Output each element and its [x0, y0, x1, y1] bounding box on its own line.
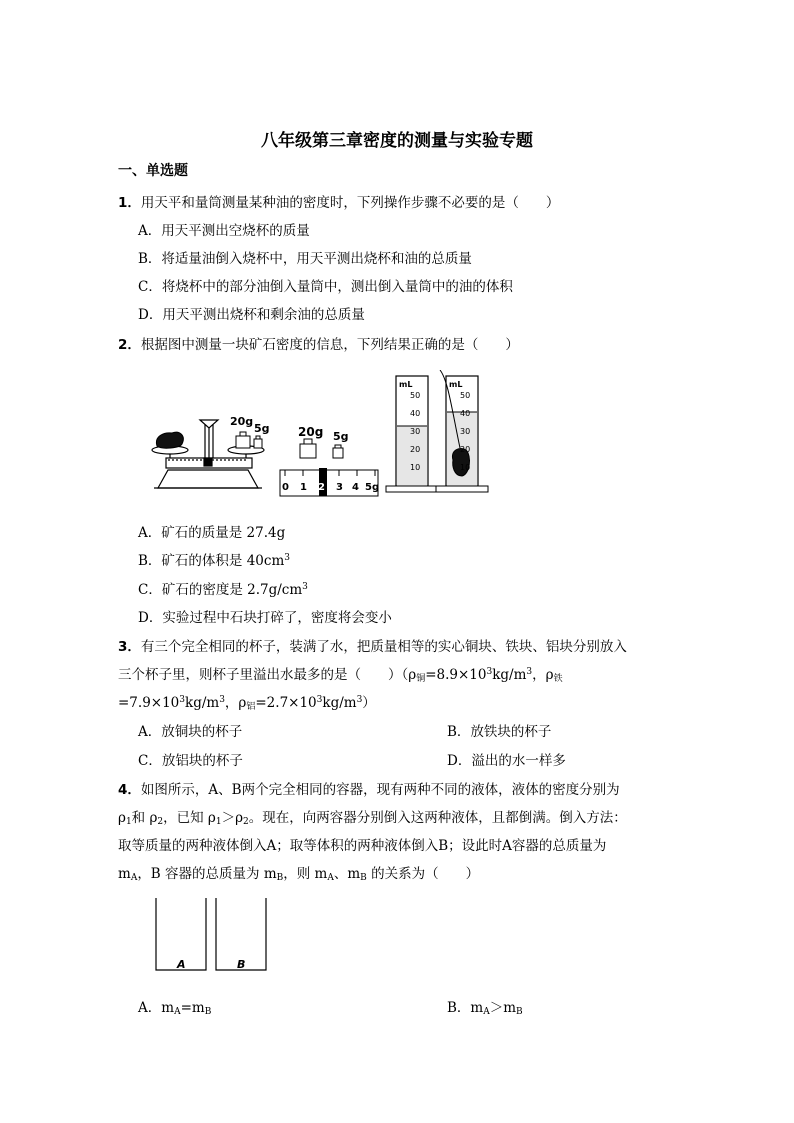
text: ，ρ: [532, 667, 554, 683]
question-text: 用天平和量筒测量某种油的密度时，下列操作步骤不必要的是（ ）: [140, 195, 560, 211]
q3-option-c: C．放铝块的杯子: [138, 753, 243, 769]
text: 的关系为（ ）: [366, 866, 480, 882]
cyl2-tick-10: 10: [460, 463, 471, 472]
subscript: 1: [215, 817, 222, 827]
q2-option-b-text: B．矿石的体积是 40cm: [138, 553, 285, 569]
q2-option-c-text: C．矿石的密度是 2.7g/cm: [138, 582, 303, 598]
text: =8.9×10: [425, 667, 487, 683]
superscript: 3: [486, 667, 493, 677]
ruler-tick-3: 3: [336, 482, 343, 493]
subscript: B: [516, 1007, 523, 1017]
superscript: 3: [526, 667, 533, 677]
cyl1-tick-50: 50: [410, 391, 421, 400]
question-3-line-3: [118, 691, 376, 712]
text: ）: [362, 695, 376, 711]
question-4-line-2: [118, 806, 627, 827]
subscript: A: [483, 1007, 490, 1017]
subscript: 2: [243, 817, 249, 827]
question-text: 如图所示，A、B两个完全相同的容器，现有两种不同的液体，液体的密度分别为: [140, 782, 620, 798]
q1-option-b: B．将适量油倒入烧杯中，用天平测出烧杯和油的总质量: [138, 251, 472, 267]
subscript: B: [276, 873, 284, 883]
q2-option-c: [138, 578, 308, 598]
text: ，则 m: [283, 866, 328, 882]
cyl1-unit: mL: [399, 380, 413, 389]
cyl2-unit: mL: [449, 380, 463, 389]
cyl1-tick-30: 30: [410, 427, 421, 436]
text: A．m: [138, 1000, 175, 1016]
rider-ruler: [280, 468, 379, 496]
ruler-tick-2: 2: [318, 482, 325, 493]
question-text: 有三个完全相同的杯子，装满了水，把质量相等的实心铜块、铁块、铝块分别放入: [140, 639, 627, 655]
measuring-cylinder-water: [386, 376, 438, 492]
superscript: 3: [356, 695, 363, 705]
subscript: 铜: [416, 674, 426, 684]
subscript: 1: [125, 817, 132, 827]
text: 、m: [333, 866, 361, 882]
subscript: 铁: [553, 674, 563, 684]
question-4-line-1: [118, 778, 620, 798]
q3-option-b: B．放铁块的杯子: [447, 724, 552, 740]
page-title: 八年级第三章密度的测量与实验专题: [261, 131, 533, 151]
text: ，B 容器的总质量为 m: [137, 866, 277, 882]
text: B．m: [447, 1000, 484, 1016]
q2-option-a: A．矿石的质量是 27.4g: [138, 525, 286, 541]
text: ＞m: [489, 1000, 517, 1016]
subscript: A: [130, 873, 138, 883]
containers-figure: [150, 896, 274, 976]
question-3-line-2: [118, 663, 563, 684]
text: ，已知 ρ: [163, 810, 216, 826]
text: kg/m: [322, 695, 357, 711]
subscript: 铝: [246, 702, 256, 712]
q4-option-a: [138, 996, 211, 1017]
container-a-label: A: [177, 958, 186, 971]
weight-label-20g: 20g: [230, 415, 254, 428]
q4-option-b: [447, 996, 523, 1017]
ruler-tick-0: 0: [282, 482, 289, 493]
cyl1-tick-10: 10: [410, 463, 421, 472]
text: 和 ρ: [131, 810, 158, 826]
question-3-line-1: [118, 635, 627, 655]
question-number: 2．: [118, 337, 141, 353]
q1-option-c: C．将烧杯中的部分油倒入量筒中，测出倒入量筒中的油的体积: [138, 279, 513, 295]
subscript: 2: [157, 817, 164, 827]
q3-option-a: A．放铜块的杯子: [138, 724, 243, 740]
text: 。现在，向两容器分别倒入这两种液体，且都倒满。倒入方法：: [248, 810, 627, 826]
cyl2-tick-30: 30: [460, 427, 471, 436]
measurement-figure: [140, 370, 490, 500]
text: kg/m: [492, 667, 527, 683]
superscript: 3: [219, 695, 225, 705]
text: 三个杯子里，则杯子里溢出水最多的是（ ）（ρ: [118, 667, 417, 683]
cyl2-tick-40: 40: [460, 409, 471, 418]
question-1: [118, 191, 559, 211]
subscript: A: [174, 1007, 181, 1017]
ruler-tick-1: 1: [300, 482, 307, 493]
text: kg/m: [185, 695, 220, 711]
q3-option-d: D．溢出的水一样多: [447, 753, 566, 769]
weight-label-5g: 5g: [254, 422, 270, 435]
q2-option-d: D．实验过程中石块打碎了，密度将会变小: [138, 610, 392, 626]
q1-option-d: D．用天平测出烧杯和剩余油的总质量: [138, 307, 365, 323]
balance-scale: [152, 420, 264, 488]
text: m: [118, 866, 131, 882]
superscript: 3: [302, 582, 308, 592]
text: ＞ρ: [221, 810, 244, 826]
superscript: 3: [179, 695, 186, 705]
measuring-cylinder-ore: [436, 370, 488, 492]
question-2: [118, 333, 519, 353]
text: =7.9×10: [118, 695, 180, 711]
subscript: B: [204, 1007, 212, 1017]
ruler-tick-4: 4: [352, 482, 359, 493]
text: =m: [180, 1000, 205, 1016]
question-number: 3．: [118, 639, 141, 655]
superscript: 3: [284, 553, 290, 563]
cyl1-tick-40: 40: [410, 409, 421, 418]
cyl2-tick-50: 50: [460, 391, 471, 400]
question-4-line-4: [118, 862, 479, 883]
weight-label-5g-b: 5g: [333, 430, 349, 443]
q1-option-a: A．用天平测出空烧杯的质量: [138, 223, 310, 239]
subscript: A: [327, 873, 334, 883]
question-number: 4．: [118, 782, 141, 798]
superscript: 3: [316, 695, 323, 705]
text: ，ρ: [224, 695, 247, 711]
cyl2-tick-20: 20: [460, 445, 471, 454]
text: ρ: [118, 810, 126, 826]
question-number: 1．: [118, 195, 141, 211]
question-4-line-3: 取等质量的两种液体倒入A；取等体积的两种液体倒入B；设此时A容器的总质量为: [118, 838, 607, 854]
weight-label-20g-b: 20g: [298, 425, 324, 439]
section-heading: 一、单选题: [118, 163, 188, 179]
q2-option-b: [138, 549, 290, 569]
ore-rock: [156, 432, 183, 448]
question-text: 根据图中测量一块矿石密度的信息，下列结果正确的是（ ）: [140, 337, 519, 353]
cyl1-tick-20: 20: [410, 445, 421, 454]
text: =2.7×10: [255, 695, 317, 711]
container-b-label: B: [237, 958, 246, 971]
ruler-tick-5g: 5g: [365, 482, 380, 493]
subscript: B: [360, 873, 367, 883]
